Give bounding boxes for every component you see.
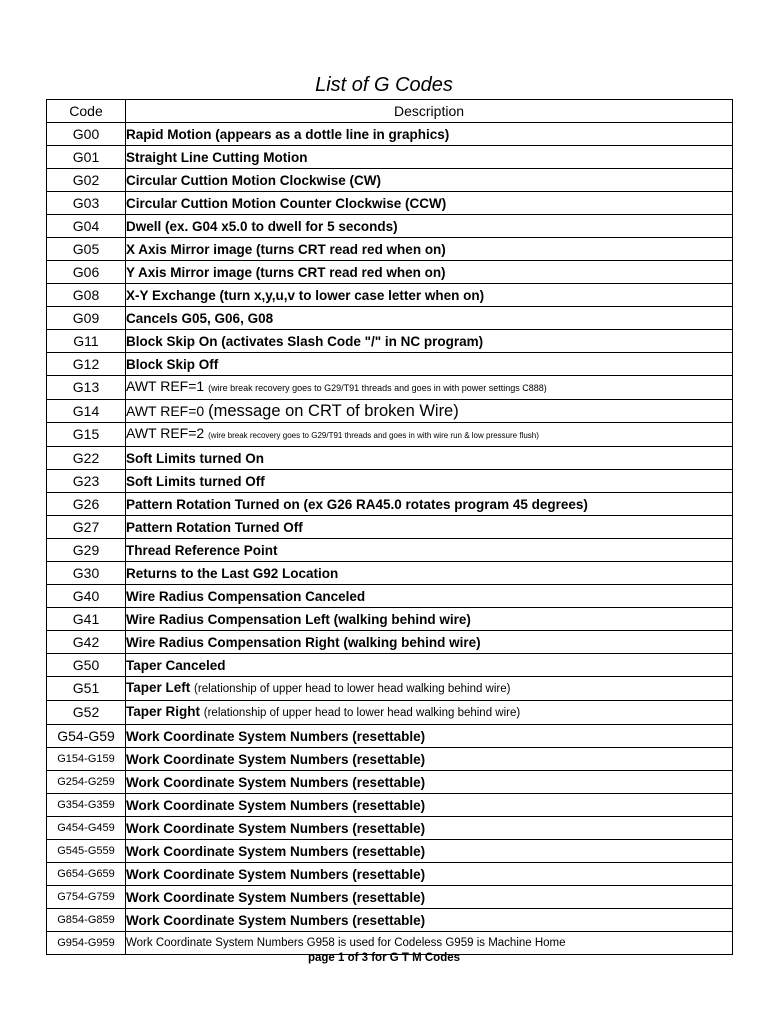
description-cell: Work Coordinate System Numbers (resettable) [126,909,733,932]
code-column-header: Code [47,100,126,123]
code-cell: G854-G859 [47,909,126,932]
table-row [47,261,733,284]
code-cell: G754-G759 [47,886,126,909]
description-cell: Work Coordinate System Numbers (resettable) [126,725,733,748]
table-row [47,840,733,863]
description-cell: Soft Limits turned Off [126,470,733,493]
page-title: List of G Codes [315,74,453,96]
code-cell: G42 [47,631,126,654]
table-row [47,307,733,330]
table-row [47,376,733,400]
code-cell: G23 [47,470,126,493]
table-row [47,725,733,748]
description-note: (relationship of upper head to lower head walking behind wire) [203,707,521,719]
description-main: AWT REF=1 [126,378,205,394]
description-cell: Work Coordinate System Numbers (resettable) [126,863,733,886]
table-row [47,771,733,794]
code-cell: G08 [47,284,126,307]
description-cell [126,677,733,701]
code-cell: G00 [47,123,126,146]
description-main: Taper Left [126,680,191,695]
description-cell: Circular Cuttion Motion Clockwise (CW) [126,169,733,192]
table-row [47,539,733,562]
code-cell: G954-G959 [47,932,126,955]
code-cell: G11 [47,330,126,353]
table-row [47,886,733,909]
table-header-row [47,100,733,123]
table-row [47,585,733,608]
code-cell: G54-G59 [47,725,126,748]
table-row [47,516,733,539]
description-cell: Work Coordinate System Numbers G958 is used for Codeless G959 is Machine Home [126,932,733,955]
code-cell: G05 [47,238,126,261]
table-row [47,817,733,840]
description-main: Taper Right [126,704,200,719]
table-row [47,677,733,701]
description-cell: Pattern Rotation Turned Off [126,516,733,539]
code-cell: G04 [47,215,126,238]
description-cell: Straight Line Cutting Motion [126,146,733,169]
table-row [47,863,733,886]
table-row [47,169,733,192]
code-cell: G14 [47,400,126,423]
code-cell: G12 [47,353,126,376]
description-cell [126,423,733,447]
description-cell: Work Coordinate System Numbers (resettable) [126,748,733,771]
code-cell: G154-G159 [47,748,126,771]
code-cell: G454-G459 [47,817,126,840]
description-cell: Work Coordinate System Numbers (resettable) [126,771,733,794]
description-cell: Wire Radius Compensation Left (walking behind wire) [126,608,733,631]
code-cell: G40 [47,585,126,608]
description-cell: Work Coordinate System Numbers (resettable) [126,817,733,840]
code-cell: G22 [47,447,126,470]
page-footer: page 1 of 3 for G T M Codes [307,952,461,964]
description-cell: Block Skip Off [126,353,733,376]
table-row [47,146,733,169]
description-cell: Dwell (ex. G04 x5.0 to dwell for 5 seconds) [126,215,733,238]
description-cell: Wire Radius Compensation Right (walking behind wire) [126,631,733,654]
code-cell: G354-G359 [47,794,126,817]
code-cell: G545-G559 [47,840,126,863]
table-row [47,330,733,353]
description-cell: Returns to the Last G92 Location [126,562,733,585]
code-cell: G13 [47,376,126,400]
table-row [47,631,733,654]
description-cell: Work Coordinate System Numbers (resettable) [126,794,733,817]
description-column-header: Description [126,100,733,123]
table-row [47,909,733,932]
table-row [47,794,733,817]
code-cell: G01 [47,146,126,169]
description-main: AWT REF=0 [126,402,205,419]
code-cell: G09 [47,307,126,330]
description-cell: Wire Radius Compensation Canceled [126,585,733,608]
table-row [47,470,733,493]
code-cell: G29 [47,539,126,562]
table-row [47,400,733,423]
table-row [47,192,733,215]
table-row [47,748,733,771]
table-row [47,608,733,631]
table-row [47,493,733,516]
description-cell: Circular Cuttion Motion Counter Clockwise (CCW) [126,192,733,215]
description-note: (relationship of upper head to lower head walking behind wire) [194,683,511,695]
table-row [47,238,733,261]
description-cell [126,376,733,400]
code-cell: G27 [47,516,126,539]
table-row [47,353,733,376]
description-cell: Work Coordinate System Numbers (resettable) [126,840,733,863]
table-row [47,284,733,307]
description-cell: X Axis Mirror image (turns CRT read red when on) [126,238,733,261]
description-note: (wire break recovery goes to G29/T91 threads and goes in with wire run & low pressure flush) [208,431,539,440]
code-cell: G654-G659 [47,863,126,886]
table-row [47,215,733,238]
description-cell [126,701,733,725]
description-cell: Y Axis Mirror image (turns CRT read red when on) [126,261,733,284]
description-cell: X-Y Exchange (turn x,y,u,v to lower case letter when on) [126,284,733,307]
table-row [47,701,733,725]
description-main: AWT REF=2 [126,425,205,441]
description-cell: Soft Limits turned On [126,447,733,470]
table-row [47,654,733,677]
code-cell: G30 [47,562,126,585]
table-row [47,123,733,146]
description-cell: Thread Reference Point [126,539,733,562]
code-cell: G02 [47,169,126,192]
description-note: (message on CRT of broken Wire) [208,401,459,420]
code-cell: G15 [47,423,126,447]
code-cell: G50 [47,654,126,677]
code-cell: G06 [47,261,126,284]
code-cell: G52 [47,701,126,725]
description-cell: Rapid Motion (appears as a dottle line in graphics) [126,123,733,146]
description-cell: Block Skip On (activates Slash Code "/" in NC program) [126,330,733,353]
description-cell: Work Coordinate System Numbers (resettable) [126,886,733,909]
description-note: (wire break recovery goes to G29/T91 threads and goes in with power settings C888) [208,383,547,393]
code-cell: G41 [47,608,126,631]
code-cell: G51 [47,677,126,701]
description-cell: Pattern Rotation Turned on (ex G26 RA45.0 rotates program 45 degrees) [126,493,733,516]
code-cell: G03 [47,192,126,215]
table-row [47,562,733,585]
table-row [47,447,733,470]
description-cell: Cancels G05, G06, G08 [126,307,733,330]
table-row [47,423,733,447]
code-cell: G254-G259 [47,771,126,794]
code-cell: G26 [47,493,126,516]
g-code-table [46,99,733,955]
description-cell: Taper Canceled [126,654,733,677]
description-cell [126,400,733,423]
